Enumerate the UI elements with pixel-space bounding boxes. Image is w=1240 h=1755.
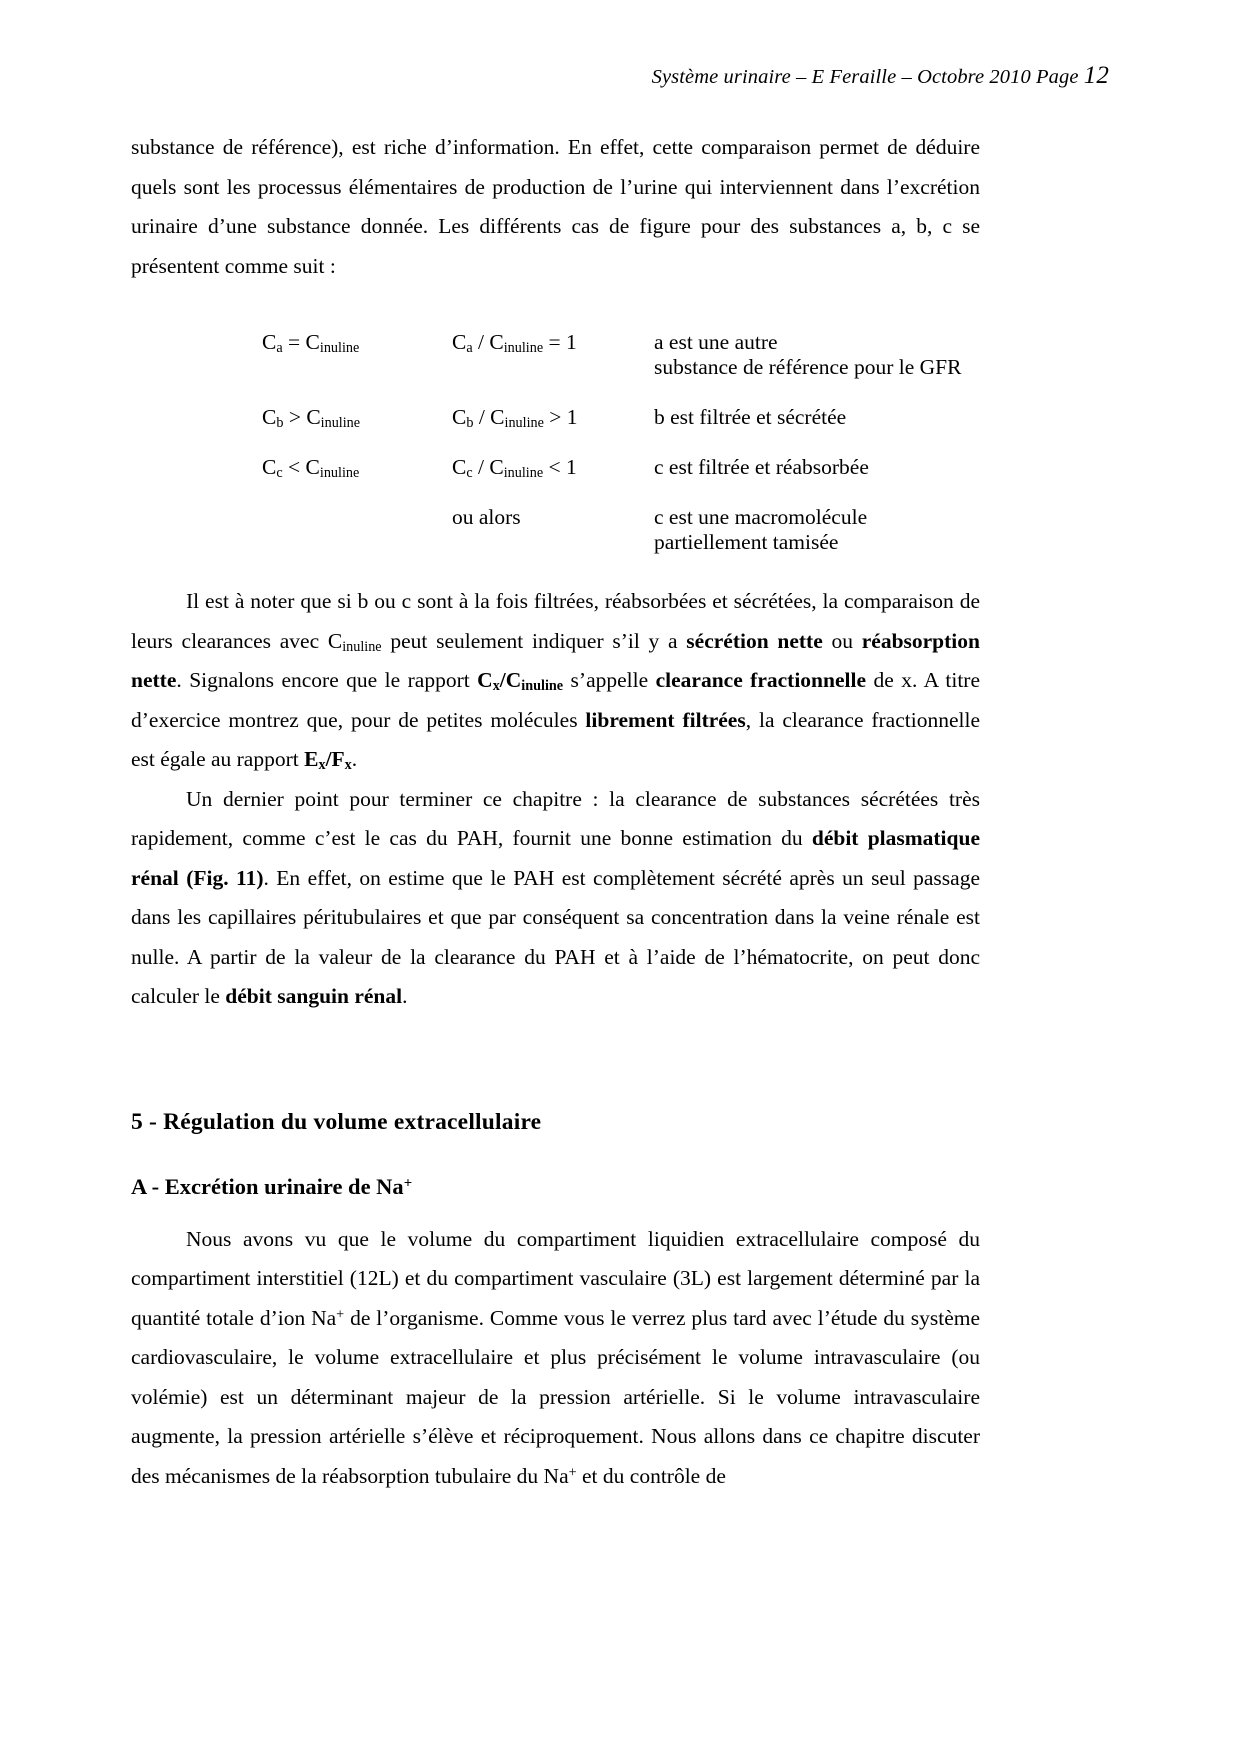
e-subscript-x: x (318, 757, 326, 774)
operator: = 1 (548, 330, 577, 354)
p2-segment-6: de x. A titre d’exercice montrez que, pour de petites molécules (131, 668, 980, 732)
c-symbol: C (262, 330, 277, 354)
p2-segment-4: . Signalons encore que le rapport (176, 668, 478, 692)
c-symbol: C (262, 405, 277, 429)
p3-segment-3: . (402, 984, 408, 1008)
p3-bold-debit-plasmatique-renal: débit plasmatique rénal (Fig. 11) (131, 826, 980, 890)
case-c-equality (262, 455, 452, 480)
operator: > (288, 405, 301, 429)
c-subscript: c (466, 465, 473, 482)
operator: > 1 (549, 405, 578, 429)
c-subscript: c (276, 465, 283, 482)
p2-segment-5: s’appelle (563, 668, 656, 692)
sodium-plus-superscript-1: + (336, 1306, 345, 1323)
p3-segment-1: Un dernier point pour terminer ce chapitre : la clearance de substances sécrétées très rapidement, comme c’est le cas du PAH, fournit une bonne estimation du (131, 786, 980, 850)
case-c-ratio (452, 455, 654, 480)
p2-bold-ratio-cx-cinuline (477, 668, 564, 695)
paragraph-gap (131, 1200, 980, 1220)
ratio-divider: /C (499, 668, 522, 692)
p4-segment-1: Nous avons vu que le volume du compartiment liquidien extracellulaire composé du compartiment interstitiel (12L) et du compartiment vasculaire (3L) est largement déterminé par la quantité totale d’ion Na (131, 1226, 980, 1330)
p2-bold-clearance-fractionnelle: clearance fractionnelle (655, 668, 867, 692)
p2-segment-3: ou (822, 628, 862, 653)
operator: < 1 (548, 455, 577, 479)
p2-segment-1: Il est à noter que si b ou c sont à la fois filtrées, réabsorbées et sécrétées, la comparaison de leurs clearances avec C (131, 589, 980, 653)
f-subscript-x: x (344, 757, 352, 774)
case-a-ratio (452, 330, 654, 355)
p2-segment-2: peut seulement indiquer s’il y a (381, 628, 687, 653)
paragraph-1: substance de référence), est riche d’information. En effet, cette comparaison permet de déduire quels sont les processus élémentaires de production de l’urine qui interviennent dans l’excrétion urinaire d’une substance donnée. Les différents cas de figure pour des substances a, b, c se présentent comme suit : (131, 135, 980, 278)
description-line-1: a est une autre (654, 330, 778, 354)
c-symbol: C (452, 405, 467, 429)
section-gap (131, 1017, 980, 1109)
operator: = (288, 330, 301, 354)
ratio-divider: / C (478, 330, 504, 354)
paragraph-2 (131, 582, 980, 780)
case-row-c (131, 455, 980, 480)
c-symbol: C (477, 668, 493, 692)
case-a-equality (262, 330, 452, 355)
p3-bold-debit-sanguin-renal: débit sanguin rénal (225, 984, 403, 1008)
section-heading-5: 5 - Régulation du volume extracellulaire (131, 1108, 542, 1135)
description-line-1: c est filtrée et réabsorbée (654, 455, 869, 479)
c-subscript-2: inuline (320, 415, 361, 432)
c-subscript: a (466, 340, 473, 357)
p2-segment-7: , la clearance fractionnelle est égale au rapport (131, 707, 980, 771)
c-subscript-2: inuline (503, 340, 544, 357)
case-c-description (654, 455, 980, 480)
case-alt-description (654, 505, 980, 555)
c-subscript-2: inuline (504, 415, 544, 432)
heading-gap (131, 1136, 980, 1174)
case-alt-label: ou alors (452, 505, 521, 529)
page-header (652, 62, 1109, 90)
description-line-1: b est filtrée et sécrétée (654, 405, 847, 429)
sodium-plus-superscript-2: + (568, 1464, 577, 1481)
c-subscript: a (276, 340, 283, 357)
ratio-divider: / C (478, 455, 504, 479)
body-text-column-lower (131, 582, 980, 1496)
p2-bold-librement-filtrees: librement filtrées (585, 707, 746, 732)
c-symbol-2: C (305, 330, 320, 354)
paragraph-4 (131, 1220, 980, 1497)
p2-subscript-inuline: inuline (342, 638, 382, 655)
case-b-equality (262, 405, 452, 430)
c-subscript: b (276, 415, 284, 432)
body-text-column (131, 128, 980, 286)
p3-segment-2: . En effet, on estime que le PAH est complètement sécrété après un seul passage dans les capillaires péritubulaires et que par conséquent sa concentration dans la veine rénale est nulle. A partir de la valeur de la clearance du PAH et à l’aide de l’hématocrite, on peut donc calculer le (131, 865, 980, 1008)
p4-segment-2: de l’organisme. Comme vous le verrez plus tard avec l’étude du système cardiovasculaire, le volume extracellulaire et plus précisément le volume intravasculaire (ou volémie) est un déterminant majeur de la pression artérielle. Si le volume intravasculaire augmente, la pression artérielle s’élève et réciproquement. Nous allons dans ce chapitre discuter des mécanismes de la réabsorption tubulaire du Na (131, 1305, 980, 1488)
paragraph-3 (131, 780, 980, 1017)
p2-bold-ratio-ex-fx (304, 747, 352, 774)
description-line-2: substance de référence pour le GFR (654, 355, 962, 379)
c-symbol: C (452, 330, 467, 354)
c-subscript-2: inuline (319, 340, 360, 357)
p2-segment-8: . (351, 747, 358, 771)
c-subscript-x: x (492, 678, 500, 695)
header-page-number: 12 (1083, 62, 1109, 89)
case-row-a (131, 330, 980, 380)
case-row-alternative (131, 505, 980, 555)
c-symbol: C (452, 455, 467, 479)
c-subscript-2: inuline (319, 465, 360, 482)
c-symbol-2: C (305, 455, 320, 479)
description-line-1: c est une macromolécule (654, 505, 868, 529)
subsection-heading-a-text: A - Excrétion urinaire de Na (131, 1173, 404, 1199)
header-title: Système urinaire – E Feraille – Octobre 2010 Page (651, 66, 1084, 88)
c-symbol: C (262, 455, 277, 479)
operator: < (288, 455, 301, 479)
subsection-heading-a (131, 1174, 980, 1200)
case-a-description (654, 330, 980, 380)
e-symbol: E (304, 747, 319, 771)
p4-segment-3: et du contrôle de (576, 1463, 726, 1488)
ratio-divider: / C (478, 405, 505, 429)
case-b-description (654, 405, 980, 430)
description-line-2: partiellement tamisée (654, 530, 839, 554)
c-subscript: b (466, 415, 474, 432)
case-row-b (131, 405, 980, 430)
c-symbol-2: C (306, 405, 321, 429)
p2-bold-reabsorption-nette: réabsorption nette (131, 628, 980, 692)
clearance-cases-block (131, 330, 980, 580)
p2-bold-secretion-nette: sécrétion nette (686, 628, 823, 653)
ratio-divider: /F (325, 747, 345, 771)
case-b-ratio (452, 405, 654, 430)
c-subscript-inuline: inuline (521, 678, 564, 695)
c-subscript-2: inuline (503, 465, 544, 482)
sodium-plus-superscript: + (403, 1174, 413, 1191)
